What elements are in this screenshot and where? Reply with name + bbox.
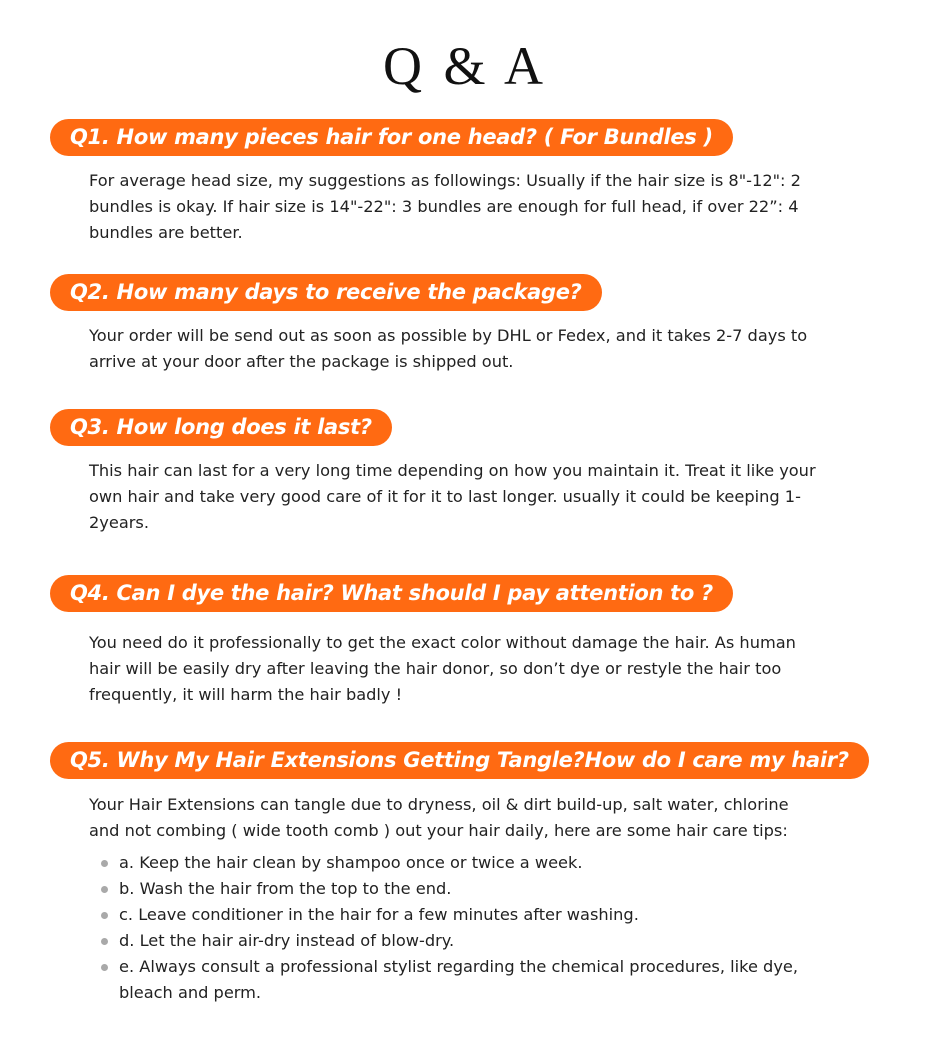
bullet-icon [101,886,108,893]
hair-care-tips-list [96,850,816,1006]
bullet-icon [101,860,108,867]
list-item [96,954,816,1006]
answer-2-text: Your order will be send out as soon as possible by DHL or Fedex, and it takes 2-7 days to arrive at your door after the package is shipped out. [89,326,808,371]
question-5-heading: Q5. Why My Hair Extensions Getting Tangle?How do I care my hair? [50,742,869,779]
question-1-heading: Q1. How many pieces hair for one head? ( For Bundles ) [50,119,733,156]
question-4-heading: Q4. Can I dye the hair? What should I pay attention to ? [50,575,733,612]
list-item [96,928,816,954]
answer-4-text: You need do it professionally to get the exact color without damage the hair. As human hair will be easily dry after leaving the hair donor, so don’t dye or restyle the hair too frequently, it will harm the hair badly ! [89,633,796,704]
question-3-heading: Q3. How long does it last? [50,409,392,446]
list-item [96,850,816,876]
bullet-icon [101,938,108,945]
answer-3-text: This hair can last for a very long time depending on how you maintain it. Treat it like your own hair and take very good care of it for it to last longer. usually it could be keeping 1-2years. [89,461,816,532]
tip-text: d. Let the hair air-dry instead of blow-dry. [119,931,455,950]
tip-text: b. Wash the hair from the top to the end. [119,879,452,898]
tip-text: e. Always consult a professional stylist regarding the chemical procedures, like dye, bleach and perm. [119,957,799,1002]
page-title: Q & A [382,36,548,96]
tip-text: a. Keep the hair clean by shampoo once or twice a week. [119,853,583,872]
bullet-icon [101,912,108,919]
answer-1-text: For average head size, my suggestions as followings: Usually if the hair size is 8"-12": 2 bundles is okay. If hair size is 14"-22": 3 bundles are enough for full head, if over 22”: 4 bundles are better. [89,171,801,242]
bullet-icon [101,964,108,971]
answer-5-text: Your Hair Extensions can tangle due to dryness, oil & dirt build-up, salt water, chlorine and not combing ( wide tooth comb ) out your hair daily, here are some hair care tips: [89,795,789,840]
list-item [96,902,816,928]
list-item [96,876,816,902]
tip-text: c. Leave conditioner in the hair for a few minutes after washing. [119,905,639,924]
question-2-heading: Q2. How many days to receive the package? [50,274,602,311]
